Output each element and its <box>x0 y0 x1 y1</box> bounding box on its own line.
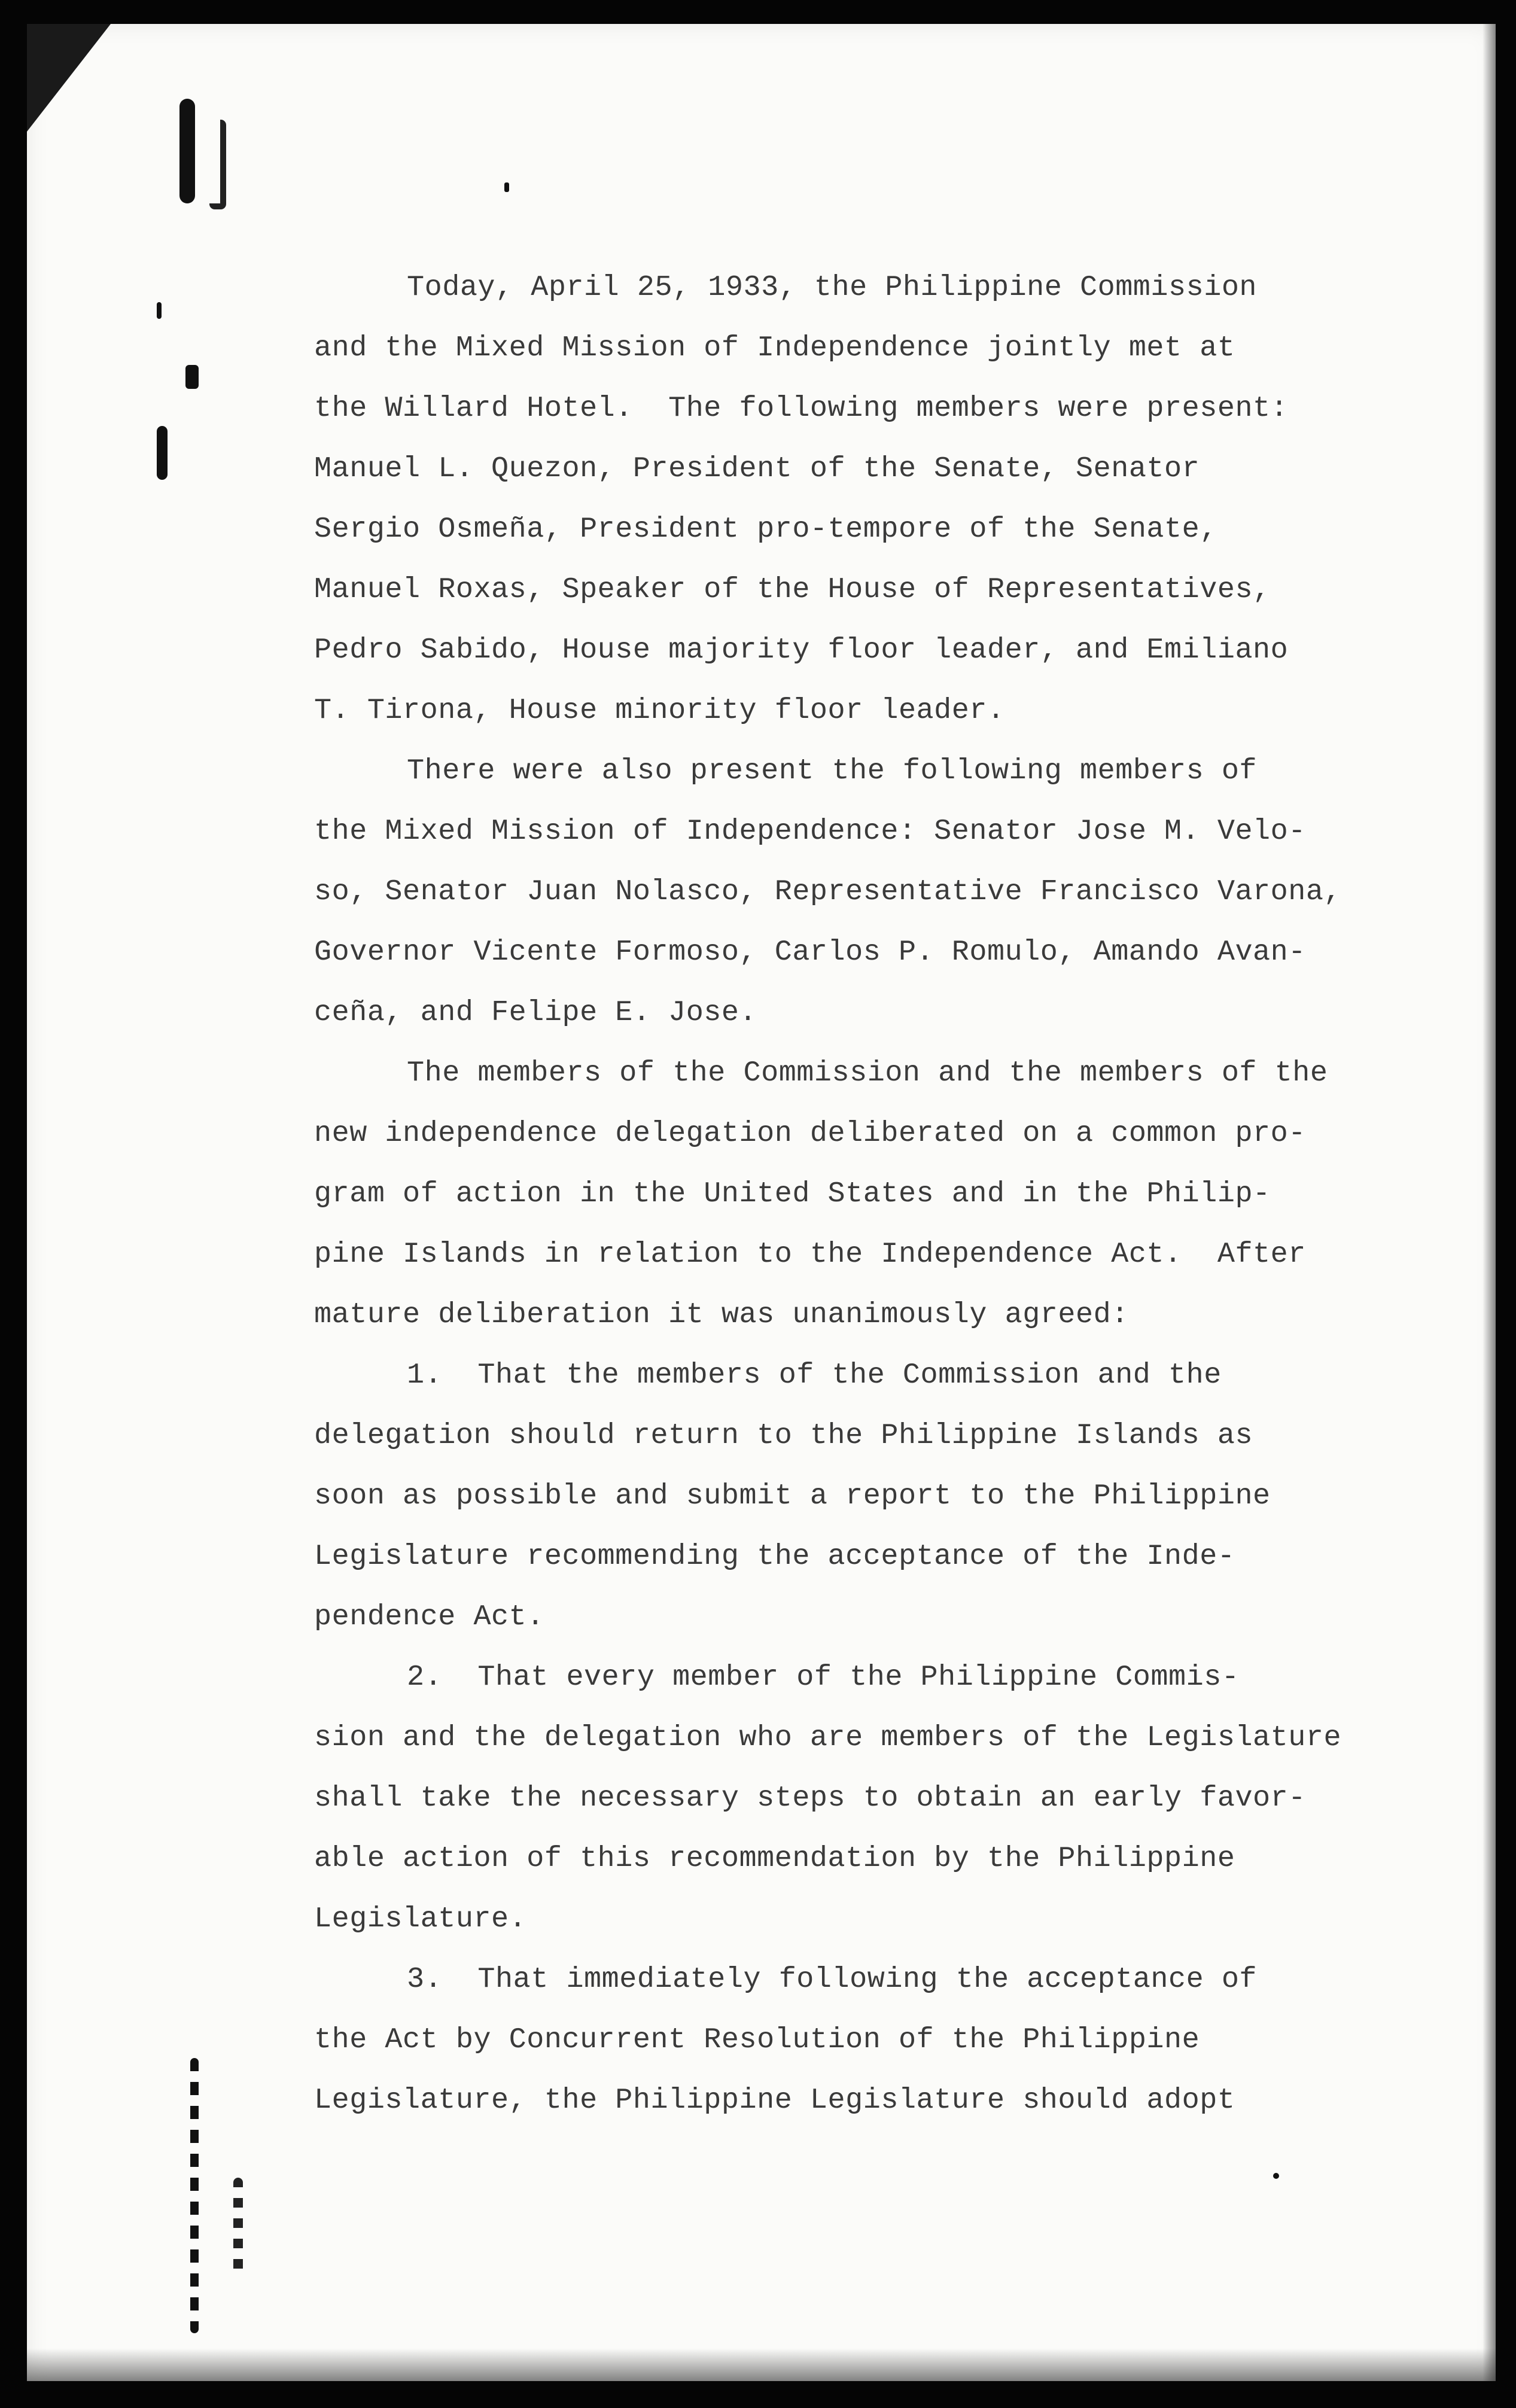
binder-clip-mark-top <box>179 99 195 203</box>
text-line: the Willard Hotel. The following members were present: <box>314 392 1289 425</box>
text-line: Pedro Sabido, House majority floor leader, and Emiliano <box>314 634 1289 666</box>
text-line: shall take the necessary steps to obtain an early favor- <box>314 1782 1306 1815</box>
binder-clip-curve-bottom <box>233 2178 243 2273</box>
text-line: Manuel Roxas, Speaker of the House of Representatives, <box>314 573 1271 606</box>
text-line: ceña, and Felipe E. Jose. <box>314 996 757 1029</box>
text-line: pine Islands in relation to the Independence Act. After <box>314 1238 1306 1271</box>
text-line: pendence Act. <box>314 1600 544 1633</box>
text-line: 2. That every member of the Philippine Commis- <box>407 1661 1240 1694</box>
paragraph-intro <box>314 257 1379 741</box>
text-line: T. Tirona, House minority floor leader. <box>314 694 1005 727</box>
paragraph-item-1 <box>314 1345 1379 1647</box>
binder-clip-mark-bottom <box>190 2058 199 2333</box>
punch-hole-mark <box>185 365 199 389</box>
text-line: There were also present the following members of <box>407 754 1258 787</box>
text-line: The members of the Commission and the members of the <box>407 1057 1328 1089</box>
text-line: 3. That immediately following the acceptance of <box>407 1963 1258 1996</box>
text-line: Governor Vicente Formoso, Carlos P. Romulo, Amando Avan- <box>314 936 1306 969</box>
ink-speck <box>157 302 162 319</box>
text-line: gram of action in the United States and in the Philip- <box>314 1177 1271 1210</box>
text-line: Today, April 25, 1933, the Philippine Commission <box>407 271 1258 304</box>
text-line: 1. That the members of the Commission and the <box>407 1359 1222 1392</box>
page-bottom-edge-shadow <box>27 2348 1496 2381</box>
text-line: the Mixed Mission of Independence: Senator Jose M. Velo- <box>314 815 1306 848</box>
text-line: mature deliberation it was unanimously agreed: <box>314 1298 1129 1331</box>
paragraph-deliberation <box>314 1043 1379 1345</box>
binder-clip-mark-middle <box>157 426 168 480</box>
text-line: Legislature, the Philippine Legislature should adopt <box>314 2084 1235 2117</box>
page-right-edge-shadow <box>1482 24 1496 2381</box>
text-line: delegation should return to the Philippine Islands as <box>314 1419 1253 1452</box>
text-line: new independence delegation deliberated on a common pro- <box>314 1117 1306 1150</box>
ink-speck <box>504 182 509 192</box>
paragraph-item-2 <box>314 1647 1379 1949</box>
paragraph-item-3 <box>314 1949 1379 2130</box>
text-line: sion and the delegation who are members of the Legislature <box>314 1721 1342 1754</box>
binder-clip-curve-top <box>209 120 226 209</box>
text-line: so, Senator Juan Nolasco, Representative Francisco Varona, <box>314 875 1342 908</box>
ink-speck <box>1273 2173 1279 2179</box>
text-line: soon as possible and submit a report to the Philippine <box>314 1479 1271 1512</box>
text-line: able action of this recommendation by the Philippine <box>314 1842 1235 1875</box>
text-line: Sergio Osmeña, President pro-tempore of the Senate, <box>314 513 1217 546</box>
document-body <box>314 257 1379 2130</box>
paragraph-mission-members <box>314 741 1379 1043</box>
folded-corner <box>27 24 111 132</box>
text-line: Manuel L. Quezon, President of the Senate, Senator <box>314 452 1200 485</box>
text-line: Legislature. <box>314 1902 527 1935</box>
text-line: Legislature recommending the acceptance of the Inde- <box>314 1540 1235 1573</box>
text-line: the Act by Concurrent Resolution of the Philippine <box>314 2023 1200 2056</box>
text-line: and the Mixed Mission of Independence jointly met at <box>314 331 1235 364</box>
